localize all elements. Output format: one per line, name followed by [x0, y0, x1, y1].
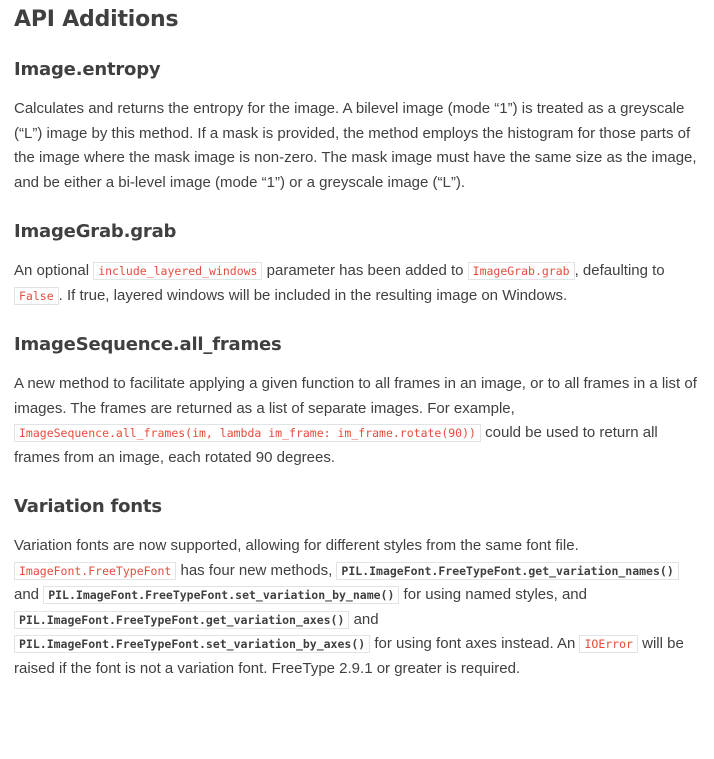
inline-code-false: False — [14, 287, 59, 305]
section-variation-fonts — [14, 495, 700, 681]
document-body — [0, 6, 714, 681]
section-imagegrab-grab — [14, 220, 700, 308]
text-run: and — [349, 610, 379, 628]
inline-code-ioerror: IOError — [579, 635, 637, 653]
method-link-get-variation-names[interactable] — [336, 562, 678, 579]
section-paragraph — [14, 259, 700, 308]
method-code: PIL.ImageFont.FreeTypeFont.set_variation_by_name() — [43, 586, 399, 604]
method-code: PIL.ImageFont.FreeTypeFont.set_variation_by_axes() — [14, 635, 370, 653]
text-run: has four new methods, — [176, 561, 337, 579]
text-run: and — [14, 586, 44, 603]
text-run: . If true, layered windows will be included in the resulting image on Windows. — [58, 286, 568, 304]
text-run: Variation fonts are now supported, allowing for different styles from the same font file. — [14, 537, 579, 554]
inline-code-include-layered-windows: include_layered_windows — [93, 262, 262, 280]
method-code: PIL.ImageFont.FreeTypeFont.get_variation_names() — [336, 562, 678, 580]
section-image-entropy — [14, 58, 700, 195]
section-heading: Image.entropy — [14, 59, 161, 80]
text-run: for using named styles, and — [399, 586, 587, 603]
text-run: could be used to return all frames from an image, each rotated 90 degrees. — [14, 424, 658, 466]
page-title: API Additions — [14, 7, 179, 32]
section-paragraph — [14, 534, 700, 681]
method-link-set-variation-by-name[interactable] — [43, 586, 399, 603]
section-imagesequence-all-frames — [14, 333, 700, 470]
method-link-set-variation-by-axes[interactable] — [14, 635, 370, 652]
section-paragraph: Calculates and returns the entropy for the image. A bilevel image (mode “1”) is treated as a greyscale (“L”) image by this method. If a mask is provided, the method employs the histogram for those parts of the image where the mask image is non-zero. The mask image must have the same size as the image, and be either a bi-level image (mode “1”) or a greyscale image (“L”). — [14, 100, 697, 191]
method-code: PIL.ImageFont.FreeTypeFont.get_variation_axes() — [14, 611, 349, 629]
section-heading: ImageGrab.grab — [14, 221, 177, 242]
text-run: will be raised if the font is not a variation font. FreeType 2.9.1 or greater is required. — [14, 635, 684, 677]
section-paragraph — [14, 372, 700, 470]
section-heading: Variation fonts — [14, 496, 162, 517]
text-run: A new method to facilitate applying a given function to all frames in an image, or to all frames in a list of images. The frames are returned as a list of separate images. For example, — [14, 375, 697, 417]
text-run: , defaulting to — [574, 262, 665, 279]
section-heading: ImageSequence.all_frames — [14, 334, 282, 355]
text-run: for using font axes instead. An — [370, 635, 580, 652]
text-run: An optional — [14, 262, 94, 279]
inline-code-freetypefont: ImageFont.FreeTypeFont — [14, 562, 176, 580]
inline-code-imagegrab-grab: ImageGrab.grab — [468, 262, 575, 280]
method-link-get-variation-axes[interactable] — [14, 611, 349, 628]
text-run: parameter has been added to — [262, 262, 468, 279]
inline-code-example: ImageSequence.all_frames(im, lambda im_frame: im_frame.rotate(90)) — [14, 424, 481, 442]
